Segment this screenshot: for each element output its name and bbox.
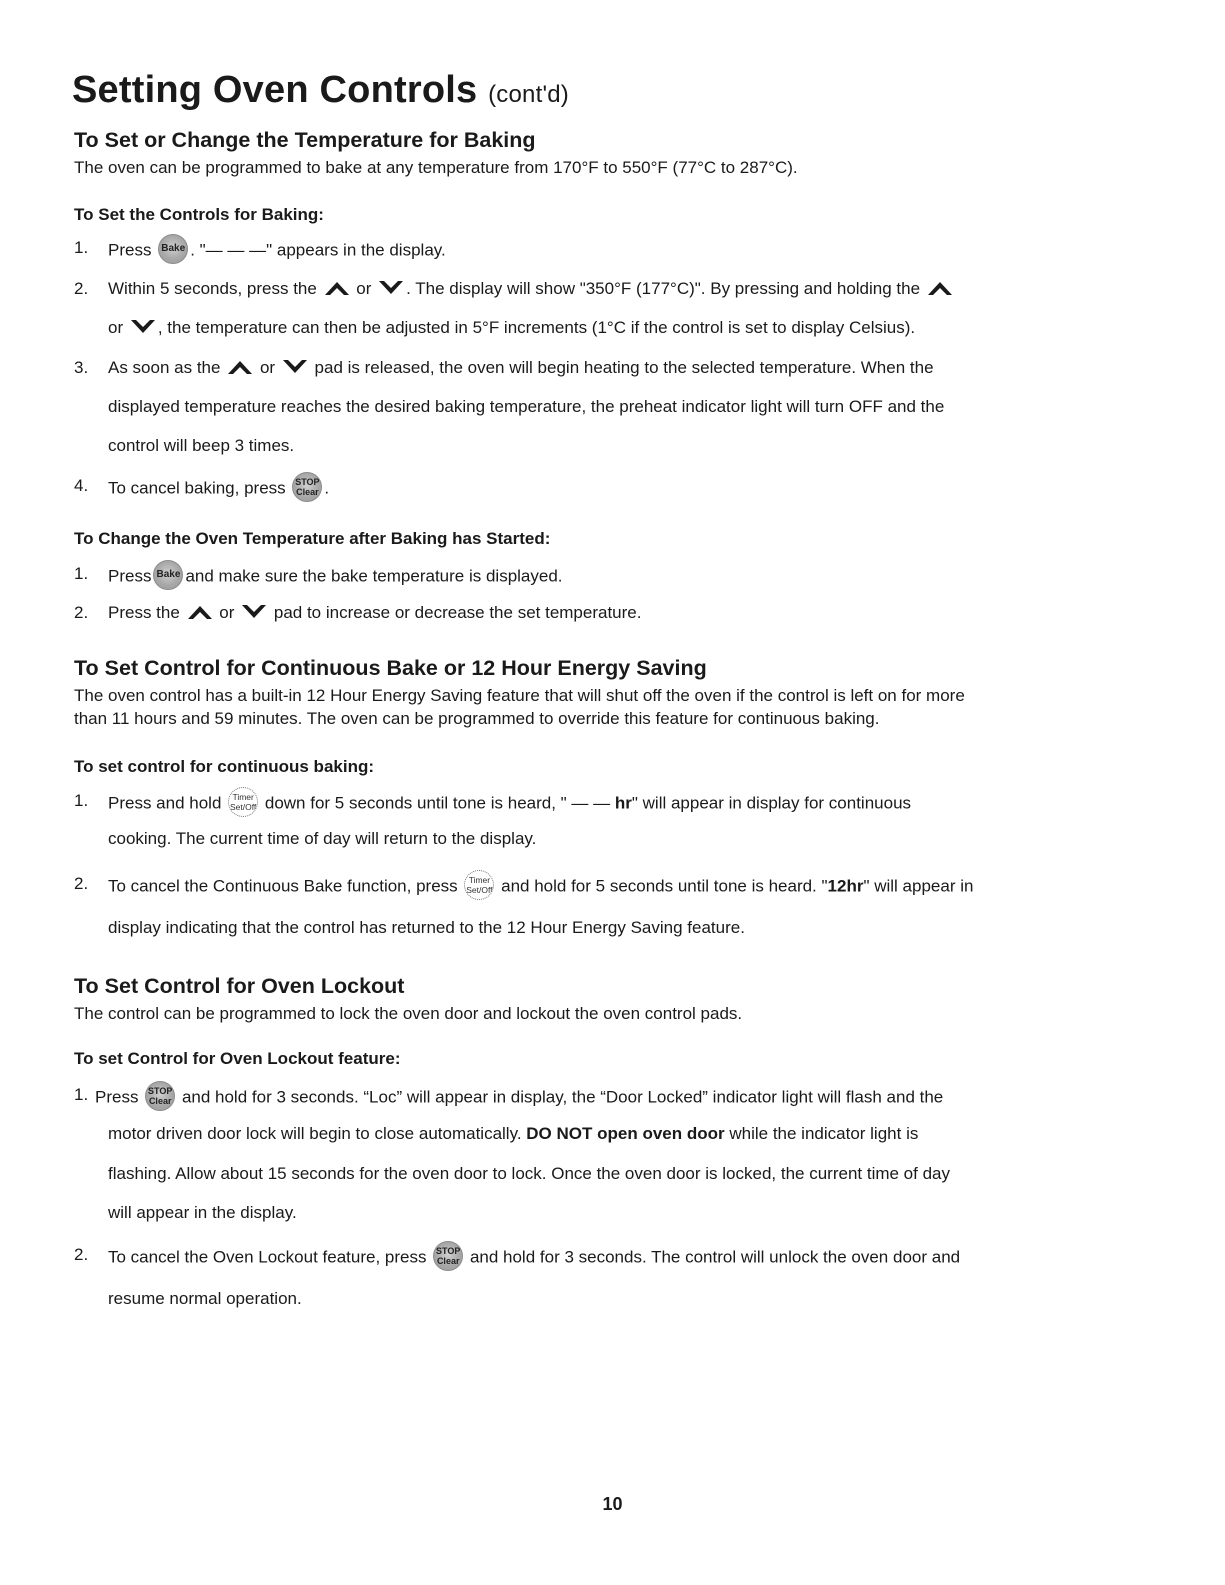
step-text: Press and hold Timer Set/Off down for 5 seconds until tone is heard, " — — hr" will appear in display for continuous (108, 789, 911, 819)
step-number: 1. (74, 1085, 89, 1104)
step-text-continued: cooking. The current time of day will return to the display. (108, 829, 537, 848)
timer-set-off-pad-icon: Timer Set/Off (228, 787, 258, 817)
section-intro-baking: The oven can be programmed to bake at any temperature from 170°F to 550°F (77°C to 287°C). (74, 158, 798, 177)
up-arrow-icon (928, 280, 952, 296)
section-heading-continuous-bake: To Set Control for Continuous Bake or 12 Hour Energy Saving (74, 656, 707, 680)
section-heading-baking: To Set or Change the Temperature for Baking (74, 128, 536, 152)
step-text: Press the or pad to increase or decrease the set temperature. (108, 603, 642, 622)
step-number: 3. (74, 358, 89, 377)
section-heading-oven-lockout: To Set Control for Oven Lockout (74, 974, 405, 998)
bake-pad-icon: Bake (153, 560, 183, 590)
step-text: As soon as the or pad is released, the oven will begin heating to the selected temperature. When the (108, 358, 934, 377)
down-arrow-icon (242, 604, 266, 620)
step-text: To cancel the Continuous Bake function, press Timer Set/Off and hold for 5 seconds until tone is heard. "12hr" will appear in (108, 872, 973, 902)
subheading-set-controls-baking: To Set the Controls for Baking: (74, 205, 324, 224)
page-number: 10 (602, 1494, 623, 1514)
step-text: To cancel baking, press STOP Clear . (108, 474, 329, 504)
down-arrow-icon (379, 280, 403, 296)
section-intro-continuous-bake: The oven control has a built-in 12 Hour Energy Saving feature that will shut off the oven if the control is left on for more (74, 686, 965, 705)
up-arrow-icon (325, 280, 349, 296)
step-text: Within 5 seconds, press the or . The display will show "350°F (177°C)". By pressing and holding the (108, 277, 955, 301)
step-number: 1. (74, 791, 89, 810)
step-text-continued: flashing. Allow about 15 seconds for the oven door to lock. Once the oven door is locked, the current time of day (108, 1164, 950, 1183)
step-text-continued: motor driven door lock will begin to close automatically. DO NOT open oven door while the indicator light is (108, 1124, 919, 1143)
step-text-continued: control will beep 3 times. (108, 436, 295, 455)
page-title-suffix: (cont'd) (488, 81, 569, 108)
up-arrow-icon (188, 604, 212, 620)
step-text-continued: will appear in the display. (108, 1203, 297, 1222)
subheading-continuous-baking: To set control for continuous baking: (74, 757, 375, 776)
step-text-continued: displayed temperature reaches the desired baking temperature, the preheat indicator light will turn OFF and the (108, 397, 945, 416)
step-number: 4. (74, 476, 89, 495)
subheading-change-temperature: To Change the Oven Temperature after Baking has Started: (74, 529, 551, 548)
down-arrow-icon (283, 359, 307, 375)
section-intro-oven-lockout: The control can be programmed to lock the oven door and lockout the oven control pads. (74, 1004, 743, 1023)
step-text-continued: or , the temperature can then be adjusted in 5°F increments (1°C if the control is set to display Celsius). (108, 318, 916, 337)
down-arrow-icon (131, 319, 155, 335)
step-text-continued: display indicating that the control has returned to the 12 Hour Energy Saving feature. (108, 918, 745, 937)
page-title (72, 68, 569, 117)
step-number: 2. (74, 603, 89, 622)
page-title-main: Setting Oven Controls (72, 69, 478, 111)
step-text: To cancel the Oven Lockout feature, press STOP Clear and hold for 3 seconds. The control will unlock the oven door and (108, 1243, 960, 1273)
subheading-oven-lockout: To set Control for Oven Lockout feature: (74, 1049, 401, 1068)
section-intro-continuous-bake: than 11 hours and 59 minutes. The oven can be programmed to override this feature for continuous baking. (74, 709, 880, 728)
stop-clear-pad-icon: STOP Clear (292, 472, 322, 502)
bake-pad-icon: Bake (158, 234, 188, 264)
step-number: 2. (74, 279, 89, 298)
step-text: Press STOP Clear and hold for 3 seconds. “Loc” will appear in display, the “Door Locked” indicator light will flash and the (95, 1083, 943, 1113)
step-number: 1. (74, 238, 89, 257)
stop-clear-pad-icon: STOP Clear (433, 1241, 463, 1271)
timer-set-off-pad-icon: Timer Set/Off (464, 870, 494, 900)
step-text-continued: resume normal operation. (108, 1289, 302, 1308)
step-number: 2. (74, 1245, 89, 1264)
stop-clear-pad-icon: STOP Clear (145, 1081, 175, 1111)
up-arrow-icon (228, 359, 252, 375)
step-text: Press Bake and make sure the bake temperature is displayed. (108, 562, 563, 592)
step-number: 2. (74, 874, 89, 893)
step-number: 1. (74, 564, 89, 583)
step-text: Press Bake . "— — —" appears in the display. (108, 236, 446, 266)
